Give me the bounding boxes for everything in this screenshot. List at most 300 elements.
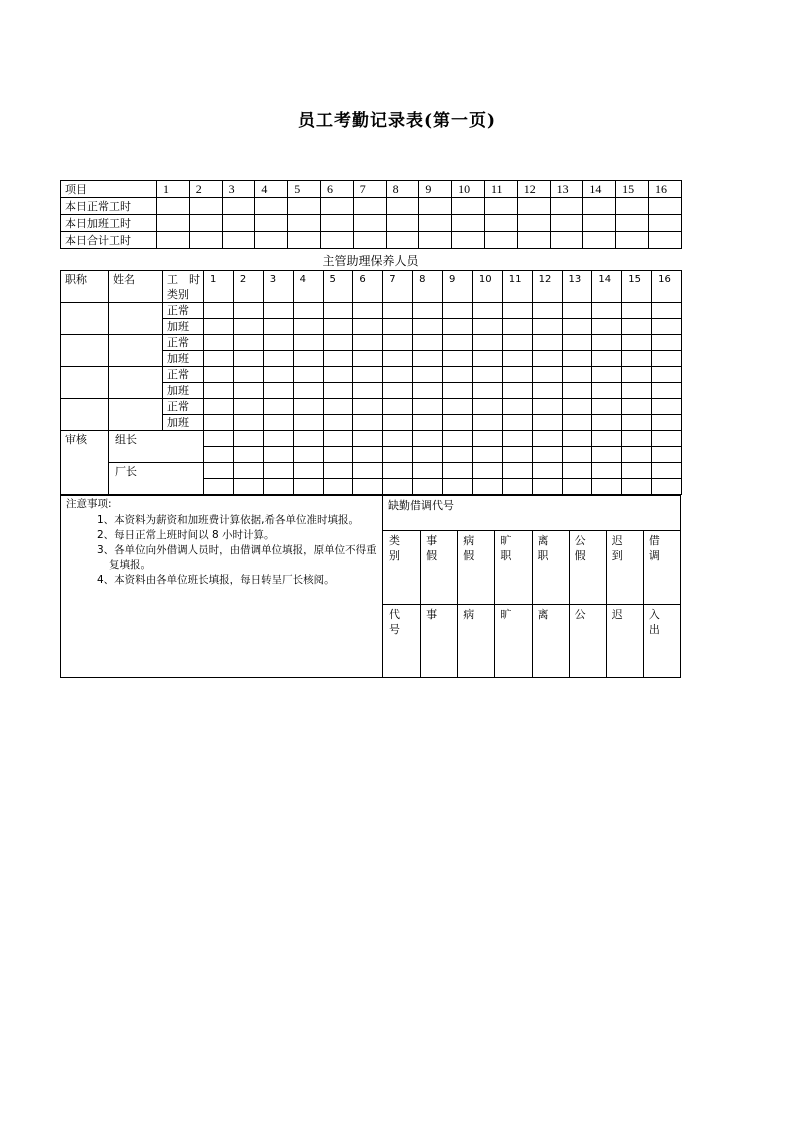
review-cell [562,431,592,447]
attendance-cell [413,399,443,415]
review-row [61,463,682,479]
review-cell [263,447,293,463]
attendance-cell [323,415,353,431]
attendance-cell [233,415,263,431]
col-type-line1: 工 时 [167,273,200,286]
attendance-cell [443,367,473,383]
day-header: 15 [622,271,652,303]
attendance-cell [472,335,502,351]
attendance-cell [502,319,532,335]
attendance-cell [353,415,383,431]
day-header: 13 [562,271,592,303]
summary-day-header: 13 [550,181,583,198]
summary-day-header: 5 [288,181,321,198]
attendance-cell [263,415,293,431]
day-header: 10 [472,271,502,303]
attendance-cell [652,367,682,383]
grid-vline [606,530,607,678]
attendance-cell [413,351,443,367]
attendance-cell [443,335,473,351]
summary-table [60,180,682,249]
review-cell [413,447,443,463]
notes-heading: 注意事项: [66,498,112,510]
attendance-cell [263,319,293,335]
attendance-cell [204,415,234,431]
review-cell [562,447,592,463]
review-cell [323,431,353,447]
attendance-cell [353,383,383,399]
review-label: 审核 [61,431,109,495]
review-cell [472,463,502,479]
review-cell [443,431,473,447]
attendance-cell [472,351,502,367]
review-cell [443,463,473,479]
note-item: 2、每日正常上班时间以 8 小时计算。 [97,529,275,541]
attendance-cell [233,303,263,319]
code-symbol: 病 [463,608,475,621]
attendance-cell [383,335,413,351]
attendance-cell [263,335,293,351]
attendance-cell [383,351,413,367]
attendance-cell [353,335,383,351]
attendance-cell [592,335,622,351]
review-cell [562,479,592,495]
summary-cell [288,232,321,249]
summary-cell [288,215,321,232]
attendance-cell [383,415,413,431]
summary-day-header: 2 [189,181,222,198]
code-symbol: 公 [574,608,586,621]
review-cell [443,447,473,463]
code-category: 迟到 [611,534,623,562]
attendance-cell [443,303,473,319]
attendance-cell [293,319,323,335]
review-cell [592,447,622,463]
note-item: 4、本资料由各单位班长填报，每日转呈厂长核阅。 [97,574,335,586]
grid-vline [494,530,495,678]
summary-cell [452,232,485,249]
review-cell [443,479,473,495]
review-cell [353,431,383,447]
summary-row-label: 本日合计工时 [61,232,157,249]
review-cell [622,479,652,495]
review-cell [413,431,443,447]
code-symbol: 代号 [389,608,400,636]
attendance-row [61,367,682,383]
review-cell [204,463,234,479]
review-cell [353,447,383,463]
type-overtime: 加班 [163,351,204,367]
review-cell [472,447,502,463]
attendance-row [61,335,682,351]
summary-day-header: 15 [616,181,649,198]
day-header: 1 [204,271,234,303]
review-cell [502,463,532,479]
code-category: 类别 [389,534,400,562]
summary-cell [157,198,190,215]
attendance-cell [263,367,293,383]
attendance-cell [293,303,323,319]
grid-vline [420,530,421,678]
attendance-cell [472,303,502,319]
summary-cell [189,232,222,249]
review-cell [353,463,383,479]
attendance-cell [502,415,532,431]
attendance-cell [472,319,502,335]
attendance-cell [472,415,502,431]
attendance-cell [353,399,383,415]
attendance-cell [502,383,532,399]
summary-cell [616,232,649,249]
review-cell [502,431,532,447]
attendance-cell [592,351,622,367]
review-cell [293,447,323,463]
review-cell [263,463,293,479]
attendance-cell [323,303,353,319]
day-header: 16 [652,271,682,303]
col-title-header: 职称 [61,271,109,303]
summary-cell [222,215,255,232]
summary-cell [222,198,255,215]
attendance-cell [443,351,473,367]
attendance-cell [353,319,383,335]
review-cell [532,431,562,447]
attendance-cell [233,351,263,367]
employee-title-cell [61,399,109,431]
page-title: 员工考勤记录表(第一页) [297,111,497,131]
summary-day-header: 12 [517,181,550,198]
review-cell [532,463,562,479]
review-cell [592,463,622,479]
attendance-cell [293,335,323,351]
employee-title-cell [61,367,109,399]
summary-cell [288,198,321,215]
attendance-cell [472,367,502,383]
review-cell [532,447,562,463]
summary-cell [189,215,222,232]
attendance-cell [293,351,323,367]
attendance-cell [562,335,592,351]
review-row [61,431,682,447]
review-cell [233,447,263,463]
attendance-cell [532,415,562,431]
attendance-cell [562,399,592,415]
notes-box [60,495,383,678]
day-header: 8 [413,271,443,303]
summary-row-label: 本日加班工时 [61,215,157,232]
review-cell [383,431,413,447]
day-header: 6 [353,271,383,303]
attendance-cell [532,367,562,383]
summary-cell [222,232,255,249]
attendance-cell [323,335,353,351]
attendance-cell [652,335,682,351]
attendance-cell [502,351,532,367]
attendance-cell [293,399,323,415]
code-category: 离职 [537,534,549,562]
type-overtime: 加班 [163,415,204,431]
summary-header-label: 项目 [61,181,157,198]
summary-day-header: 7 [353,181,386,198]
review-cell [204,479,234,495]
code-category: 借调 [648,534,660,562]
attendance-cell [233,399,263,415]
summary-cell [189,198,222,215]
attendance-cell [592,399,622,415]
attendance-cell [204,335,234,351]
review-cell [532,479,562,495]
summary-row-label: 本日正常工时 [61,198,157,215]
attendance-cell [472,399,502,415]
group-leader-label: 组长 [109,431,204,463]
attendance-cell [353,367,383,383]
attendance-cell [622,319,652,335]
summary-row [61,232,682,249]
summary-day-header: 11 [484,181,517,198]
review-cell [502,479,532,495]
attendance-cell [652,303,682,319]
review-cell [383,479,413,495]
attendance-cell [263,383,293,399]
employee-title-cell [61,303,109,335]
review-cell [652,463,682,479]
summary-cell [648,198,681,215]
summary-cell [157,232,190,249]
summary-cell [550,215,583,232]
attendance-cell [383,399,413,415]
review-cell [233,479,263,495]
summary-cell [386,215,419,232]
attendance-cell [204,367,234,383]
day-header: 4 [293,271,323,303]
summary-day-header: 16 [648,181,681,198]
day-header: 14 [592,271,622,303]
summary-cell [255,232,288,249]
absence-codes-box [382,495,681,678]
attendance-cell [622,383,652,399]
type-normal: 正常 [163,303,204,319]
review-cell [204,431,234,447]
code-category: 旷职 [500,534,512,562]
attendance-cell [443,399,473,415]
day-header: 9 [443,271,473,303]
attendance-cell [383,319,413,335]
attendance-cell [383,367,413,383]
attendance-cell [263,351,293,367]
review-cell [233,431,263,447]
attendance-cell [383,303,413,319]
attendance-cell [562,367,592,383]
summary-cell [157,215,190,232]
employee-name-cell [109,335,163,367]
summary-row [61,198,682,215]
review-cell [293,431,323,447]
attendance-cell [323,367,353,383]
code-symbol: 入出 [648,608,660,636]
attendance-cell [652,383,682,399]
day-header: 2 [233,271,263,303]
attendance-cell [592,415,622,431]
attendance-cell [562,415,592,431]
attendance-cell [204,399,234,415]
type-overtime: 加班 [163,383,204,399]
attendance-cell [413,335,443,351]
review-cell [353,479,383,495]
attendance-cell [293,367,323,383]
summary-day-header: 14 [583,181,616,198]
summary-cell [517,232,550,249]
attendance-cell [502,335,532,351]
review-cell [622,463,652,479]
col-name-header: 姓名 [109,271,163,303]
attendance-cell [652,399,682,415]
day-header: 11 [502,271,532,303]
summary-cell [484,198,517,215]
review-cell [622,431,652,447]
summary-cell [419,232,452,249]
code-symbol: 旷 [500,608,512,621]
review-cell [323,447,353,463]
notes-list [97,513,377,588]
attendance-cell [413,319,443,335]
attendance-cell [622,335,652,351]
summary-cell [648,232,681,249]
attendance-cell [562,303,592,319]
summary-day-header: 9 [419,181,452,198]
review-cell [652,479,682,495]
review-cell [413,479,443,495]
attendance-cell [592,383,622,399]
summary-cell [419,215,452,232]
attendance-cell [562,351,592,367]
summary-day-header: 8 [386,181,419,198]
grid-vline [643,530,644,678]
type-overtime: 加班 [163,319,204,335]
summary-cell [255,198,288,215]
summary-day-header: 1 [157,181,190,198]
review-cell [204,447,234,463]
summary-cell [386,232,419,249]
day-header: 3 [263,271,293,303]
attendance-cell [263,303,293,319]
attendance-cell [353,351,383,367]
summary-cell [353,198,386,215]
review-cell [413,463,443,479]
attendance-cell [293,383,323,399]
attendance-cell [562,319,592,335]
attendance-cell [622,303,652,319]
attendance-cell [622,351,652,367]
summary-cell [583,215,616,232]
attendance-cell [443,319,473,335]
summary-row [61,215,682,232]
section-title: 主管助理保养人员 [322,254,419,268]
attendance-cell [293,415,323,431]
review-cell [383,463,413,479]
day-header: 5 [323,271,353,303]
attendance-cell [443,383,473,399]
note-item: 3、各单位向外借调人员时，由借调单位填报，原单位不得重复填报。 [97,544,377,571]
attendance-cell [383,383,413,399]
review-cell [652,431,682,447]
attendance-cell [562,383,592,399]
type-normal: 正常 [163,335,204,351]
summary-cell [583,232,616,249]
attendance-cell [532,319,562,335]
summary-cell [484,232,517,249]
summary-cell [320,198,353,215]
attendance-cell [353,303,383,319]
type-normal: 正常 [163,399,204,415]
review-cell [562,463,592,479]
summary-day-header: 4 [255,181,288,198]
review-cell [652,447,682,463]
employee-title-cell [61,335,109,367]
attendance-cell [204,351,234,367]
attendance-cell [323,383,353,399]
employee-name-cell [109,367,163,399]
codes-heading: 缺勤借调代号 [388,499,454,512]
review-cell [323,463,353,479]
summary-cell [648,215,681,232]
attendance-cell [622,367,652,383]
review-cell [472,431,502,447]
attendance-cell [413,303,443,319]
attendance-cell [592,367,622,383]
attendance-cell [532,335,562,351]
summary-cell [419,198,452,215]
attendance-cell [233,335,263,351]
summary-day-header: 3 [222,181,255,198]
attendance-cell [413,367,443,383]
summary-cell [320,232,353,249]
grid-vline [569,530,570,678]
attendance-cell [204,319,234,335]
factory-manager-label: 厂长 [109,463,204,495]
attendance-cell [233,383,263,399]
attendance-cell [502,367,532,383]
attendance-cell [652,351,682,367]
attendance-cell [532,383,562,399]
grid-vline [532,530,533,678]
code-category: 公假 [574,534,586,562]
review-cell [293,463,323,479]
attendance-cell [532,399,562,415]
attendance-cell [592,319,622,335]
summary-day-header: 10 [452,181,485,198]
summary-cell [452,215,485,232]
attendance-row [61,303,682,319]
review-cell [233,463,263,479]
attendance-cell [502,399,532,415]
review-cell [592,479,622,495]
col-type-header [163,271,204,303]
attendance-cell [652,319,682,335]
summary-cell [616,198,649,215]
review-cell [263,479,293,495]
attendance-cell [323,351,353,367]
summary-cell [484,215,517,232]
attendance-cell [652,415,682,431]
attendance-cell [204,383,234,399]
code-symbol: 迟 [611,608,623,621]
attendance-table [60,270,682,495]
review-cell [472,479,502,495]
attendance-cell [413,415,443,431]
summary-cell [353,232,386,249]
summary-cell [550,232,583,249]
attendance-cell [413,383,443,399]
